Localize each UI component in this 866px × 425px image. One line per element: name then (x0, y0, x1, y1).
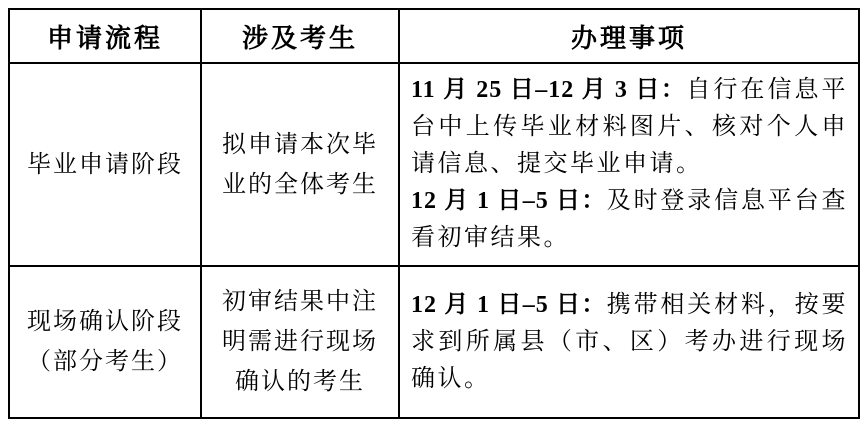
stage-cell: 毕业申请阶段 (9, 63, 201, 266)
stage-cell: 现场确认阶段（部分考生） (9, 266, 201, 418)
task-text: 携带相关材料，按要求到所属县（市、区）考办进行现场确认。 (411, 291, 848, 392)
table-row-graduation-application (9, 63, 859, 266)
header-handling-matters: 办理事项 (399, 9, 859, 63)
date-range: 12 月 1 日–5 日： (411, 188, 607, 214)
tasks-cell (399, 266, 859, 418)
schedule-item (411, 72, 848, 183)
graduation-application-schedule-table (8, 8, 860, 419)
task-text: 自行在信息平台中上传毕业材料图片、核对个人申请信息、提交毕业申请。 (411, 77, 848, 177)
header-application-process: 申请流程 (9, 9, 201, 63)
table-row-onsite-confirmation (9, 266, 859, 418)
date-range: 11 月 25 日–12 月 3 日： (411, 77, 687, 103)
candidates-cell: 初审结果中注明需进行现场确认的考生 (201, 266, 399, 418)
tasks-cell (399, 63, 859, 266)
schedule-item (411, 183, 848, 257)
schedule-item (411, 287, 848, 398)
candidates-cell: 拟申请本次毕业的全体考生 (201, 63, 399, 266)
task-text: 及时登录信息平台查看初审结果。 (411, 188, 848, 251)
header-involved-candidates: 涉及考生 (201, 9, 399, 63)
date-range: 12 月 1 日–5 日： (411, 291, 607, 318)
header-row (9, 9, 859, 63)
